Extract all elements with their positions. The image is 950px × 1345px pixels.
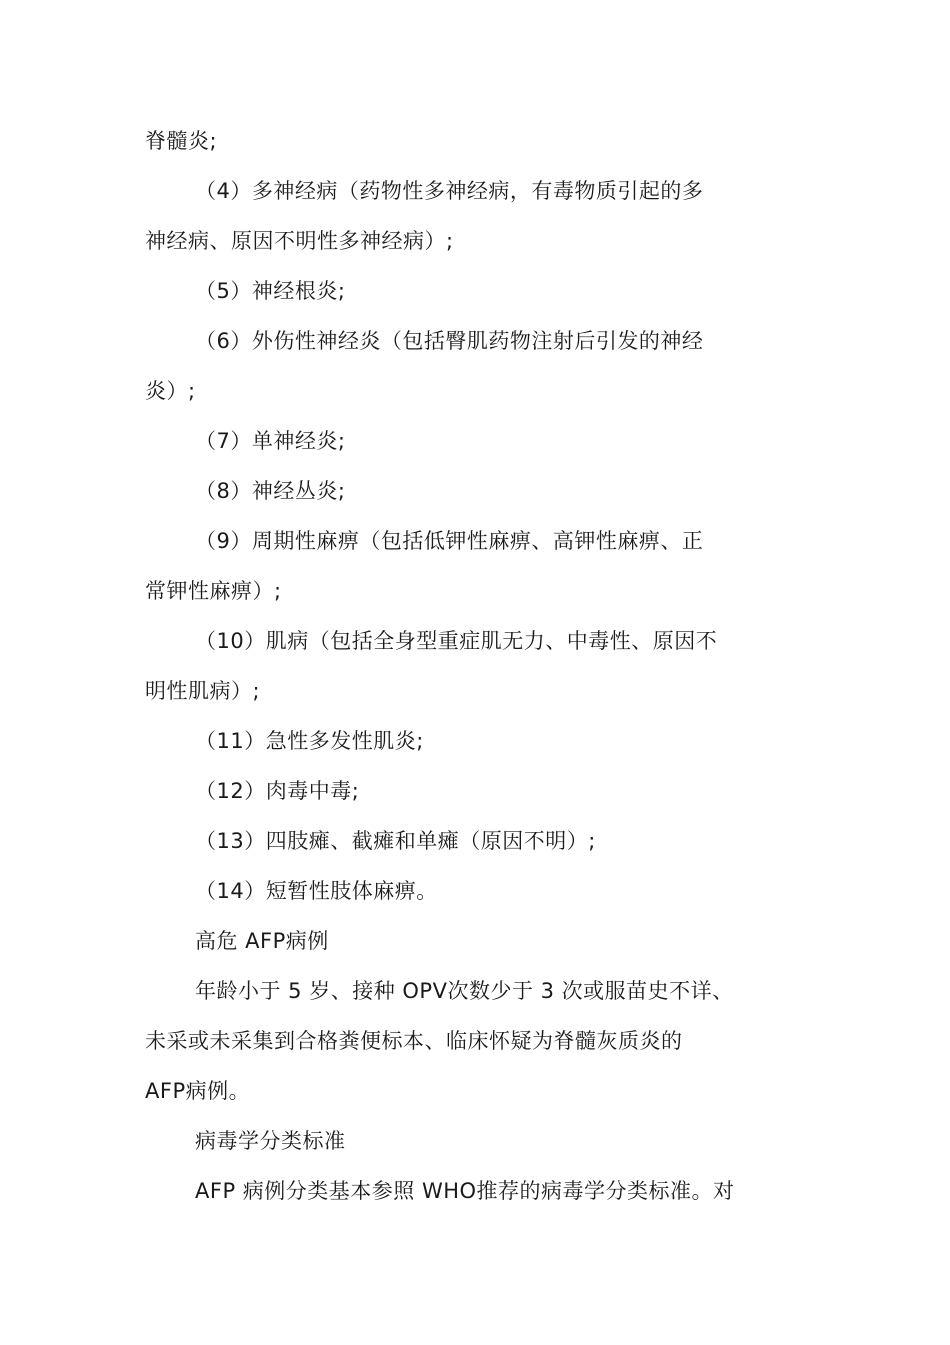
section-heading: 病毒学分类标准 [195,1129,346,1153]
text-line: （12）肉毒中毒; [195,779,360,803]
text-line: 未采或未采集到合格粪便标本、临床怀疑为脊髓灰质炎的 [145,1029,683,1053]
text-line: AFP 病例分类基本参照 WHO推荐的病毒学分类标准。对 [195,1179,735,1203]
text-line: （7）单神经炎; [195,429,346,453]
text-line: （13）四肢瘫、截瘫和单瘫（原因不明）; [195,829,596,853]
section-heading: 高危 AFP病例 [195,929,329,953]
text-line: 年龄小于 5 岁、接种 OPV次数少于 3 次或服苗史不详、 [195,979,734,1003]
text-line: （11）急性多发性肌炎; [195,729,424,753]
text-line: （4）多神经病（药物性多神经病，有毒物质引起的多 [195,179,704,203]
text-line: 明性肌病）; [145,679,261,703]
text-line: 脊髓炎; [145,129,218,153]
text-line: （9）周期性麻痹（包括低钾性麻痹、高钾性麻痹、正 [195,529,704,553]
text-line: （5）神经根炎; [195,279,346,303]
text-line: 炎）; [145,379,196,403]
text-line: （8）神经丛炎; [195,479,346,503]
text-line: （6）外伤性神经炎（包括臀肌药物注射后引发的神经 [195,329,704,353]
text-line: AFP病例。 [145,1079,251,1103]
text-line: （10）肌病（包括全身型重症肌无力、中毒性、原因不 [195,629,718,653]
text-line: 神经病、原因不明性多神经病）; [145,229,454,253]
text-line: 常钾性麻痹）; [145,579,282,603]
text-line: （14）短暂性肢体麻痹。 [195,879,438,903]
